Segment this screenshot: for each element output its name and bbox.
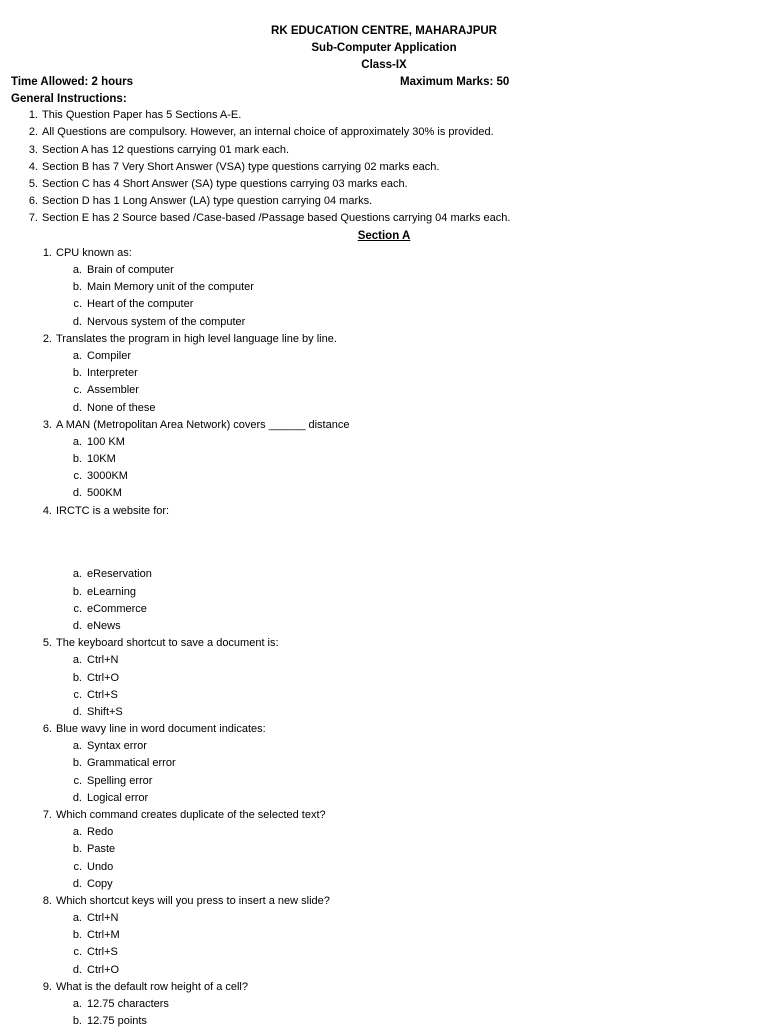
option-text: Interpreter bbox=[87, 367, 138, 379]
option-letter: a. bbox=[72, 740, 82, 752]
instruction-item bbox=[24, 195, 372, 207]
option-letter: d. bbox=[72, 316, 82, 328]
instruction-item bbox=[24, 178, 408, 190]
option-letter: c. bbox=[73, 946, 82, 958]
option bbox=[70, 672, 119, 684]
instruction-text: Section C has 4 Short Answer (SA) type questions carrying 03 marks each. bbox=[42, 178, 408, 190]
instruction-item bbox=[24, 109, 241, 121]
option-letter: d. bbox=[72, 964, 82, 976]
question-text: A MAN (Metropolitan Area Network) covers ______ distance bbox=[56, 419, 350, 431]
option-letter: d. bbox=[72, 487, 82, 499]
option-text: 500KM bbox=[87, 487, 122, 499]
option bbox=[70, 316, 245, 328]
instruction-text: Section D has 1 Long Answer (LA) type question carrying 04 marks. bbox=[42, 195, 373, 207]
question-number: 7. bbox=[42, 809, 52, 821]
option-letter: a. bbox=[72, 654, 82, 666]
option bbox=[70, 826, 113, 838]
instruction-text: All Questions are compulsory. However, an internal choice of approximately 30% is provided. bbox=[42, 126, 494, 138]
question-text: The keyboard shortcut to save a document is: bbox=[56, 637, 279, 649]
option bbox=[70, 878, 113, 890]
option-text: Heart of the computer bbox=[87, 298, 194, 310]
option bbox=[70, 654, 118, 666]
option bbox=[70, 436, 125, 448]
option-letter: b. bbox=[72, 367, 82, 379]
question-text: IRCTC is a website for: bbox=[56, 505, 170, 517]
option-letter: b. bbox=[72, 1015, 82, 1027]
question bbox=[38, 895, 330, 907]
instruction-item bbox=[24, 126, 494, 138]
option-letter: c. bbox=[73, 470, 82, 482]
option-text: 12.75 characters bbox=[87, 998, 169, 1010]
option-text: Main Memory unit of the computer bbox=[87, 281, 254, 293]
instruction-number: 4. bbox=[28, 161, 38, 173]
question-number: 6. bbox=[42, 723, 52, 735]
option-text: Shift+S bbox=[87, 706, 123, 718]
option bbox=[70, 964, 119, 976]
option-text: Spelling error bbox=[87, 775, 153, 787]
option-text: Ctrl+M bbox=[87, 929, 120, 941]
option-letter: d. bbox=[72, 402, 82, 414]
option-text: eNews bbox=[87, 620, 121, 632]
option-text: Ctrl+N bbox=[87, 912, 119, 924]
instruction-text: Section B has 7 Very Short Answer (VSA) type questions carrying 02 marks each. bbox=[42, 161, 440, 173]
instruction-number: 6. bbox=[28, 195, 38, 207]
option-text: Nervous system of the computer bbox=[87, 316, 246, 328]
question-number: 1. bbox=[42, 247, 52, 259]
option-text: Undo bbox=[87, 861, 114, 873]
question bbox=[38, 247, 132, 259]
option bbox=[70, 912, 118, 924]
instruction-item bbox=[24, 144, 289, 156]
option-letter: a. bbox=[72, 826, 82, 838]
time-allowed: Time Allowed: 2 hours bbox=[11, 76, 134, 88]
option-letter: a. bbox=[72, 436, 82, 448]
class-title: Class-IX bbox=[361, 59, 407, 71]
question-text: Which command creates duplicate of the selected text? bbox=[56, 809, 326, 821]
option-letter: a. bbox=[72, 912, 82, 924]
option-letter: d. bbox=[72, 792, 82, 804]
option-letter: d. bbox=[72, 878, 82, 890]
option-letter: c. bbox=[73, 689, 82, 701]
option-text: Ctrl+N bbox=[87, 654, 119, 666]
option-letter: b. bbox=[72, 586, 82, 598]
option-letter: a. bbox=[72, 264, 82, 276]
question-text: Which shortcut keys will you press to insert a new slide? bbox=[56, 895, 330, 907]
option bbox=[70, 568, 152, 580]
option bbox=[70, 929, 120, 941]
instruction-number: 2. bbox=[28, 126, 38, 138]
option-letter: c. bbox=[73, 384, 82, 396]
question-number: 5. bbox=[42, 637, 52, 649]
option bbox=[70, 264, 174, 276]
question-number: 8. bbox=[42, 895, 52, 907]
instruction-text: Section E has 2 Source based /Case-based /Passage based Questions carrying 04 marks each. bbox=[42, 212, 511, 224]
question bbox=[38, 333, 337, 345]
option bbox=[70, 843, 115, 855]
option-text: 3000KM bbox=[87, 470, 128, 482]
option-text: 10KM bbox=[87, 453, 116, 465]
option-letter: d. bbox=[72, 620, 82, 632]
question-number: 3. bbox=[42, 419, 52, 431]
option-text: Logical error bbox=[87, 792, 149, 804]
option-text: None of these bbox=[87, 402, 156, 414]
option bbox=[70, 487, 122, 499]
option-text: Paste bbox=[87, 843, 116, 855]
option-text: Syntax error bbox=[87, 740, 147, 752]
instruction-number: 7. bbox=[28, 212, 38, 224]
option bbox=[70, 706, 123, 718]
option bbox=[70, 861, 113, 873]
option bbox=[70, 350, 131, 362]
option-text: eLearning bbox=[87, 586, 136, 598]
option-letter: b. bbox=[72, 281, 82, 293]
option-text: eReservation bbox=[87, 568, 152, 580]
option-text: Brain of computer bbox=[87, 264, 174, 276]
instruction-number: 3. bbox=[28, 144, 38, 156]
option-letter: c. bbox=[73, 775, 82, 787]
option-letter: a. bbox=[72, 350, 82, 362]
option bbox=[70, 757, 176, 769]
instruction-number: 1. bbox=[28, 109, 38, 121]
question bbox=[38, 809, 326, 821]
option bbox=[70, 586, 136, 598]
option-text: Ctrl+O bbox=[87, 964, 120, 976]
option-text: Ctrl+S bbox=[87, 689, 118, 701]
option-letter: b. bbox=[72, 672, 82, 684]
question bbox=[38, 723, 266, 735]
option-letter: b. bbox=[72, 929, 82, 941]
question-number: 4. bbox=[42, 505, 52, 517]
instruction-item bbox=[24, 161, 439, 173]
instruction-text: This Question Paper has 5 Sections A-E. bbox=[42, 109, 242, 121]
question-number: 2. bbox=[42, 333, 52, 345]
option-letter: d. bbox=[72, 706, 82, 718]
option-letter: b. bbox=[72, 453, 82, 465]
option-text: 12.75 points bbox=[87, 1015, 147, 1027]
maximum-marks: Maximum Marks: 50 bbox=[400, 76, 510, 88]
option bbox=[70, 384, 139, 396]
option bbox=[70, 402, 156, 414]
subject-title: Sub-Computer Application bbox=[311, 42, 457, 54]
option-letter: b. bbox=[72, 757, 82, 769]
option-text: eCommerce bbox=[87, 603, 147, 615]
option-letter: c. bbox=[73, 603, 82, 615]
option-letter: a. bbox=[72, 998, 82, 1010]
question-text: What is the default row height of a cell? bbox=[56, 981, 248, 993]
question-text: Blue wavy line in word document indicates: bbox=[56, 723, 266, 735]
question-text: CPU known as: bbox=[56, 247, 132, 259]
general-instructions-title: General Instructions: bbox=[11, 93, 127, 105]
option bbox=[70, 298, 193, 310]
question-text: Translates the program in high level language line by line. bbox=[56, 333, 337, 345]
option-text: Assembler bbox=[87, 384, 139, 396]
section-heading: Section A bbox=[357, 230, 411, 242]
question bbox=[38, 637, 279, 649]
instruction-number: 5. bbox=[28, 178, 38, 190]
option-text: Copy bbox=[87, 878, 113, 890]
option-letter: a. bbox=[72, 568, 82, 580]
option-letter: b. bbox=[72, 843, 82, 855]
option-text: Compiler bbox=[87, 350, 132, 362]
option bbox=[70, 1015, 147, 1027]
instruction-item bbox=[24, 212, 510, 224]
option bbox=[70, 740, 147, 752]
question bbox=[38, 419, 349, 431]
option bbox=[70, 998, 169, 1010]
instruction-text: Section A has 12 questions carrying 01 mark each. bbox=[42, 144, 290, 156]
option-text: Redo bbox=[87, 826, 114, 838]
option bbox=[70, 470, 128, 482]
option-text: 100 KM bbox=[87, 436, 125, 448]
option-text: Ctrl+O bbox=[87, 672, 120, 684]
option bbox=[70, 367, 138, 379]
question bbox=[38, 505, 169, 517]
option bbox=[70, 603, 147, 615]
option bbox=[70, 792, 148, 804]
option bbox=[70, 689, 118, 701]
option bbox=[70, 775, 152, 787]
school-name: RK EDUCATION CENTRE, MAHARAJPUR bbox=[271, 25, 497, 37]
option bbox=[70, 620, 121, 632]
question-number: 9. bbox=[42, 981, 52, 993]
option bbox=[70, 281, 254, 293]
option bbox=[70, 453, 116, 465]
option-letter: c. bbox=[73, 298, 82, 310]
option-text: Ctrl+S bbox=[87, 946, 118, 958]
option-letter: c. bbox=[73, 861, 82, 873]
option bbox=[70, 946, 118, 958]
option-text: Grammatical error bbox=[87, 757, 176, 769]
question bbox=[38, 981, 248, 993]
